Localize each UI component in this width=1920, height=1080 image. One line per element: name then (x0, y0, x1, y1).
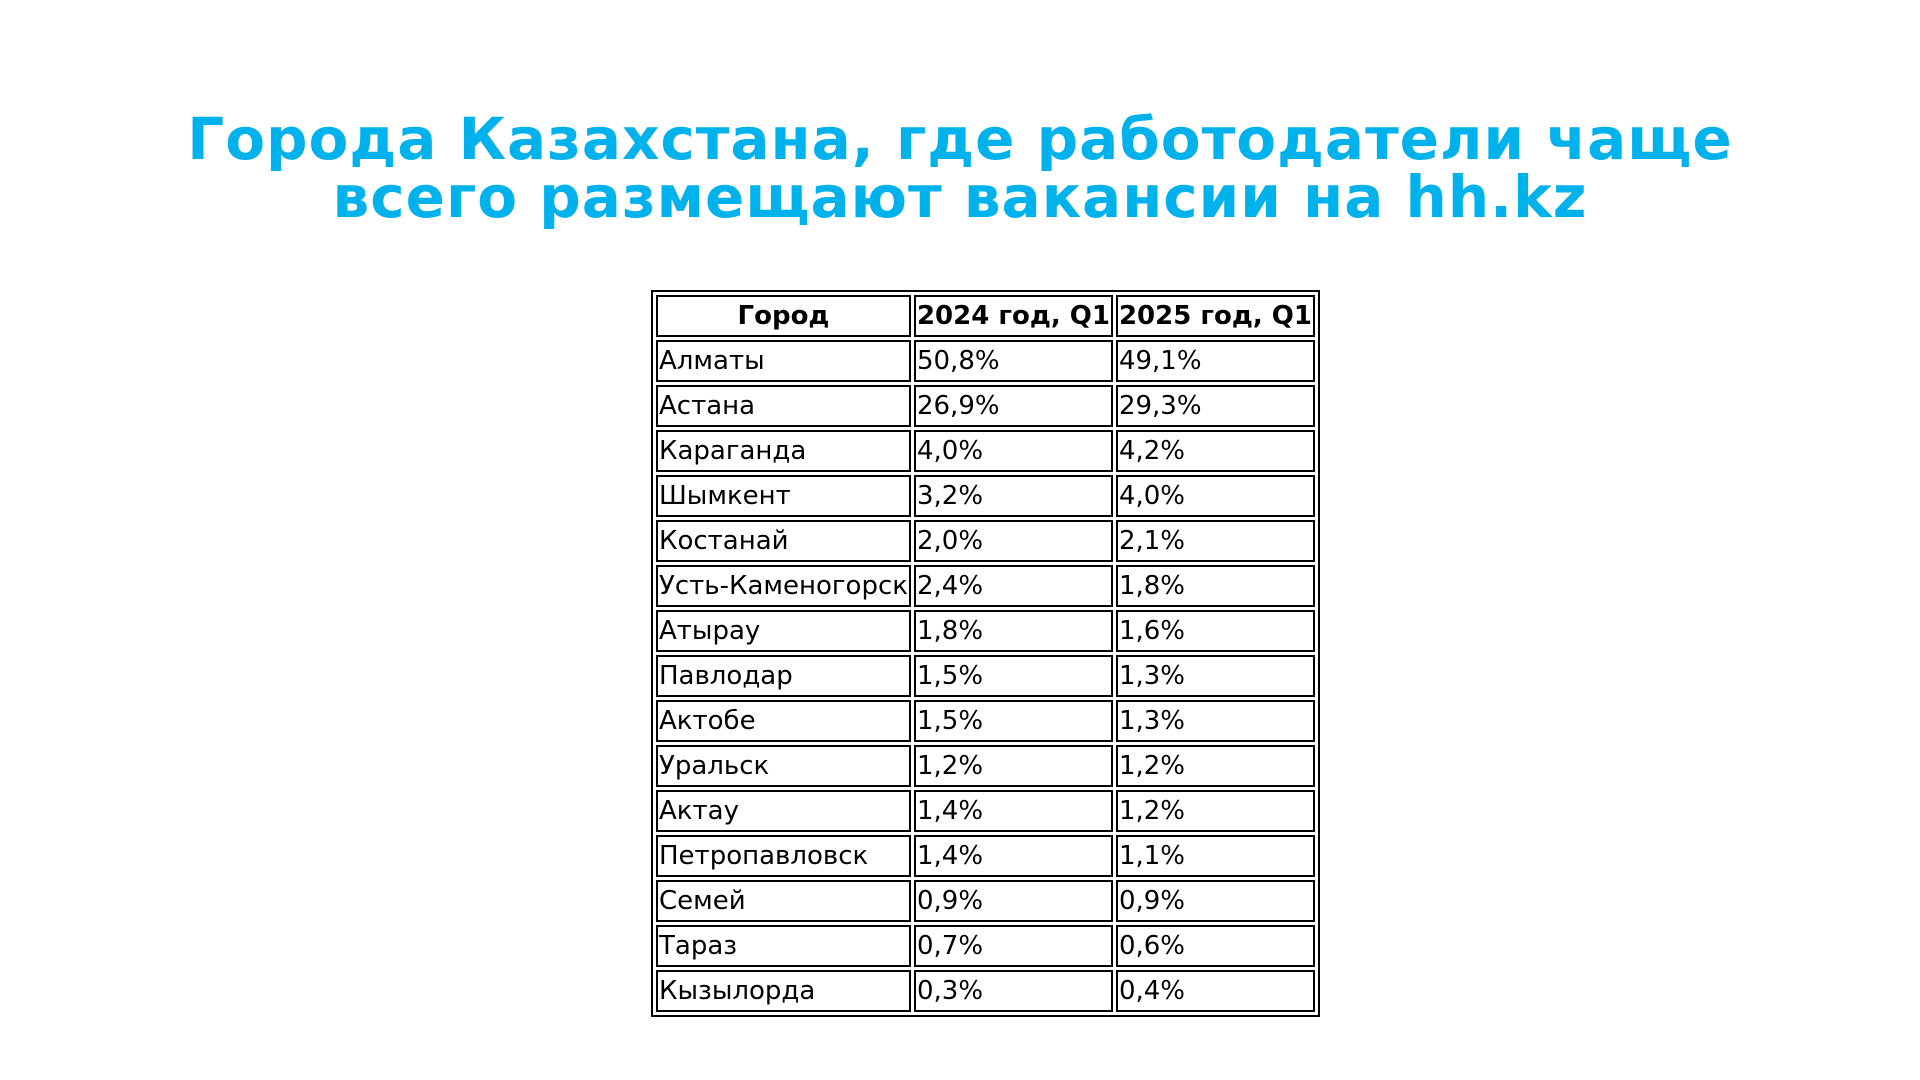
cell-value-2024-q1: 1,4% (914, 790, 1113, 832)
cell-value-2025-q1: 1,1% (1116, 835, 1315, 877)
cell-value-2025-q1: 1,2% (1116, 745, 1315, 787)
cell-city: Караганда (656, 430, 911, 472)
cell-city: Актобе (656, 700, 911, 742)
cell-city: Павлодар (656, 655, 911, 697)
cell-value-2025-q1: 1,6% (1116, 610, 1315, 652)
table-row (656, 835, 1315, 877)
cell-value-2024-q1: 0,9% (914, 880, 1113, 922)
cell-value-2024-q1: 2,4% (914, 565, 1113, 607)
cell-value-2024-q1: 3,2% (914, 475, 1113, 517)
cell-value-2025-q1: 1,3% (1116, 655, 1315, 697)
table-row (656, 610, 1315, 652)
cell-value-2024-q1: 0,3% (914, 970, 1113, 1012)
city-vacancy-table (651, 290, 1320, 1017)
cell-value-2024-q1: 4,0% (914, 430, 1113, 472)
cell-value-2025-q1: 1,3% (1116, 700, 1315, 742)
cell-value-2024-q1: 0,7% (914, 925, 1113, 967)
cell-value-2024-q1: 1,5% (914, 655, 1113, 697)
cell-value-2025-q1: 29,3% (1116, 385, 1315, 427)
cell-value-2025-q1: 0,9% (1116, 880, 1315, 922)
cell-city: Алматы (656, 340, 911, 382)
cell-city: Актау (656, 790, 911, 832)
cell-city: Усть-Каменогорск (656, 565, 911, 607)
table-row (656, 925, 1315, 967)
cell-value-2025-q1: 1,2% (1116, 790, 1315, 832)
cell-value-2025-q1: 49,1% (1116, 340, 1315, 382)
cell-value-2025-q1: 1,8% (1116, 565, 1315, 607)
table-row (656, 880, 1315, 922)
table-row (656, 565, 1315, 607)
cell-city: Тараз (656, 925, 911, 967)
cell-value-2024-q1: 26,9% (914, 385, 1113, 427)
table-row (656, 430, 1315, 472)
cell-city: Уральск (656, 745, 911, 787)
cell-city: Шымкент (656, 475, 911, 517)
table-row (656, 475, 1315, 517)
page-title-line-2: всего размещают вакансии на hh.kz (332, 163, 1588, 231)
cell-value-2025-q1: 4,2% (1116, 430, 1315, 472)
cell-value-2024-q1: 2,0% (914, 520, 1113, 562)
cell-value-2025-q1: 0,4% (1116, 970, 1315, 1012)
table-row (656, 655, 1315, 697)
cell-city: Семей (656, 880, 911, 922)
cell-city: Петропавловск (656, 835, 911, 877)
table-header-row (656, 295, 1315, 337)
cell-value-2024-q1: 1,8% (914, 610, 1113, 652)
table-row (656, 520, 1315, 562)
page-title-line-1: Города Казахстана, где работодатели чаще (187, 105, 1733, 173)
page-title (0, 105, 1920, 231)
cell-city: Астана (656, 385, 911, 427)
cell-city: Атырау (656, 610, 911, 652)
table-row (656, 745, 1315, 787)
table-row (656, 700, 1315, 742)
cell-value-2024-q1: 1,5% (914, 700, 1113, 742)
column-header-2025-q1: 2025 год, Q1 (1116, 295, 1315, 337)
column-header-2024-q1: 2024 год, Q1 (914, 295, 1113, 337)
cell-value-2024-q1: 50,8% (914, 340, 1113, 382)
cell-city: Кызылорда (656, 970, 911, 1012)
table-body (656, 340, 1315, 1012)
cell-value-2024-q1: 1,4% (914, 835, 1113, 877)
column-header-city: Город (656, 295, 911, 337)
cell-value-2025-q1: 0,6% (1116, 925, 1315, 967)
cell-value-2024-q1: 1,2% (914, 745, 1113, 787)
table-row (656, 385, 1315, 427)
table-row (656, 340, 1315, 382)
cell-value-2025-q1: 2,1% (1116, 520, 1315, 562)
city-vacancy-table-container (651, 290, 1320, 1017)
cell-city: Костанай (656, 520, 911, 562)
table-row (656, 790, 1315, 832)
cell-value-2025-q1: 4,0% (1116, 475, 1315, 517)
table-row (656, 970, 1315, 1012)
